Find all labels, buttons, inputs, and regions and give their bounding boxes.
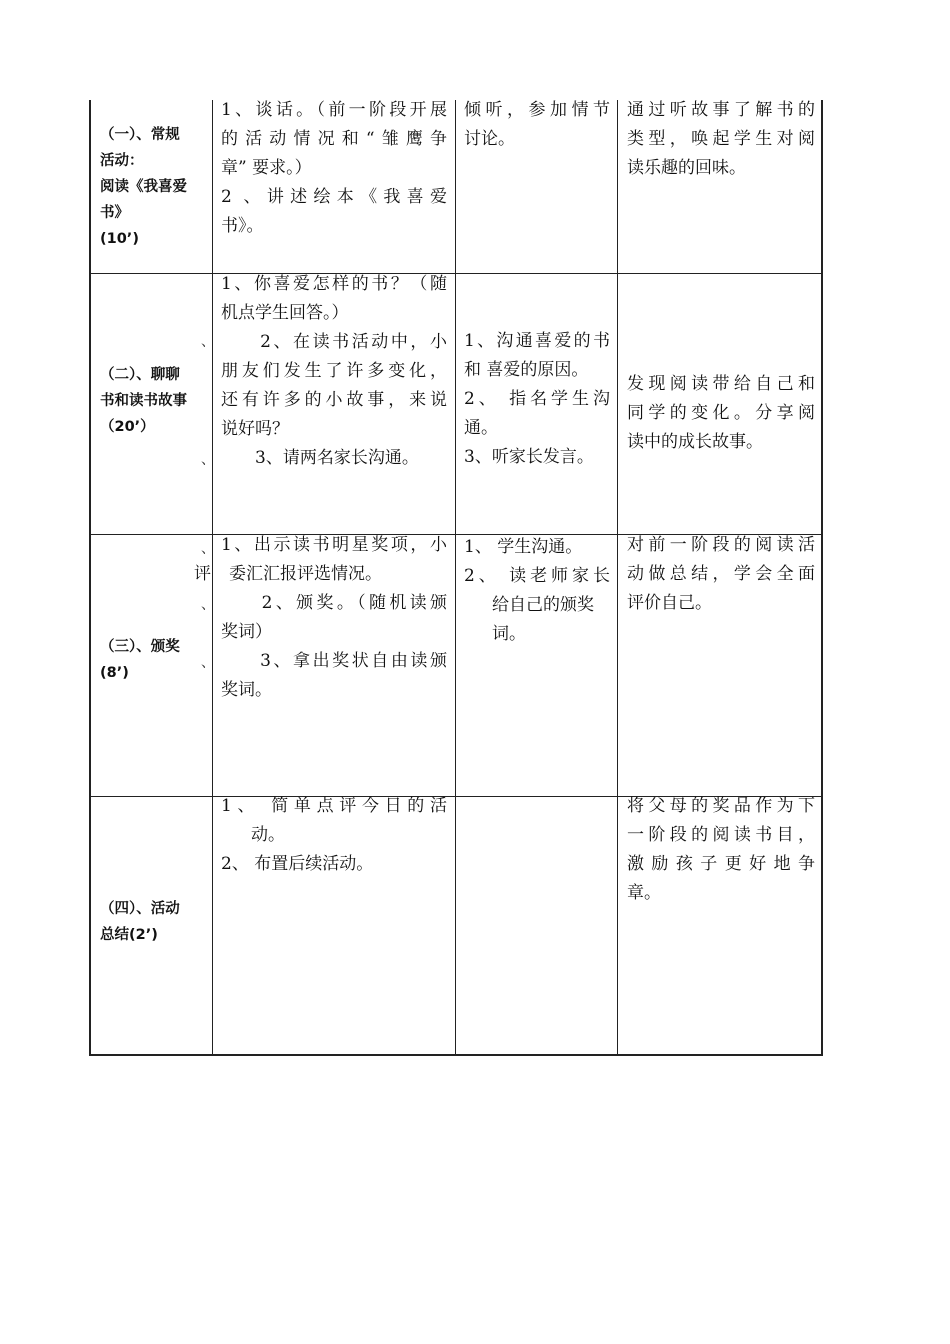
text-line: 2、在读书活动中，小 — [221, 332, 447, 352]
text-line: 3、听家长发言。 — [464, 447, 594, 467]
text-line: 说好吗？ — [221, 419, 289, 439]
text-line: 读乐趣的回味。 — [627, 158, 746, 178]
student-activity-cell — [464, 327, 610, 472]
text-line: 1、 简单点评今日的活 — [221, 796, 447, 816]
text-line: 3、拿出奖状自由读颁 — [221, 651, 447, 671]
stage-line: （四）、活动 — [100, 901, 180, 917]
tick-mark: 、 — [201, 334, 215, 350]
text-line: 1、 学生沟通。 — [464, 537, 583, 557]
text-line: 评价自己。 — [627, 593, 712, 613]
table-border-bottom — [89, 1054, 823, 1056]
stage-line: （二）、聊聊 — [100, 367, 180, 383]
text-line: 2、 指名学生沟 — [464, 389, 610, 409]
text-line: 2、颁奖。（随机读颁 — [221, 593, 447, 613]
stage-cell — [100, 122, 208, 252]
text-line: 词。 — [492, 624, 526, 644]
text-line: 2、 布置后续活动。 — [221, 854, 374, 874]
text-line: 奖词。 — [221, 680, 272, 700]
text-line: 还有许多的小故事，来说 — [221, 390, 447, 410]
text-line: 激励孩子更好地争 — [627, 854, 815, 874]
stage-line: 总结(2’) — [100, 927, 158, 943]
teacher-prefix-char: 评 — [194, 564, 211, 584]
text-line: 倾听，参加情节 — [464, 100, 610, 120]
text-line: 的活动情况和“雏鹰争 — [221, 129, 447, 149]
text-line: 3、请两名家长沟通。 — [221, 448, 419, 468]
stage-line: (10’) — [100, 231, 139, 247]
stage-line: 活动： — [100, 153, 144, 169]
table-border-left — [89, 100, 91, 1056]
text-line: 1、谈话。（前一阶段开展 — [221, 100, 447, 120]
text-line: 和 喜爱的原因。 — [464, 360, 589, 380]
stage-line: 阅读《我喜爱 — [100, 179, 187, 195]
tick-mark: 、 — [201, 597, 215, 613]
teacher-activity-cell — [221, 792, 447, 879]
text-line: 将父母的奖品作为下 — [627, 796, 815, 816]
text-line: 通。 — [464, 418, 498, 438]
stage-line: (8’) — [100, 665, 129, 681]
text-line: 1、你喜爱怎样的书？（随 — [221, 274, 447, 294]
text-line: 讨论。 — [464, 129, 515, 149]
stage-cell — [100, 896, 208, 948]
teacher-activity-cell — [221, 96, 447, 241]
text-line: 朋友们发生了许多变化， — [221, 361, 447, 381]
student-activity-cell — [464, 96, 610, 154]
text-line: 奖词） — [221, 622, 272, 642]
text-line: 通过听故事了解书的 — [627, 100, 815, 120]
text-line: 2 、讲述绘本《我喜爱 — [221, 187, 447, 207]
stage-line: （三）、颁奖 — [100, 639, 180, 655]
purpose-cell — [627, 531, 815, 618]
text-line: 2、 读老师家长 — [464, 566, 610, 586]
tick-mark: 、 — [201, 541, 215, 557]
text-line: 同学的变化。分享阅 — [627, 403, 815, 423]
purpose-cell — [627, 792, 815, 908]
stage-line: 书》 — [100, 205, 129, 221]
text-line: 读中的成长故事。 — [627, 432, 763, 452]
text-line: 书》。 — [221, 216, 264, 236]
tick-mark: 、 — [201, 655, 215, 671]
stage-cell — [100, 634, 208, 686]
stage-line: （20’） — [100, 419, 155, 435]
row-divider — [89, 273, 823, 274]
text-line: 1、沟通喜爱的书 — [464, 331, 610, 351]
text-line: 章” 要求。） — [221, 158, 312, 178]
text-line: 给自己的颁奖 — [492, 595, 594, 615]
text-line: 动。 — [251, 825, 285, 845]
tick-mark: 、 — [201, 452, 215, 468]
column-divider — [617, 100, 618, 1056]
student-activity-cell — [464, 533, 610, 649]
text-line: 一阶段的阅读书目， — [627, 825, 815, 845]
table-border-right — [821, 100, 823, 1056]
stage-line: （一）、常规 — [100, 127, 180, 143]
stage-line: 书和读书故事 — [100, 393, 187, 409]
column-divider — [455, 100, 456, 1056]
purpose-cell — [627, 370, 815, 457]
stage-cell — [100, 362, 208, 440]
text-line: 动做总结，学会全面 — [627, 564, 815, 584]
text-line: 对前一阶段的阅读活 — [627, 535, 815, 555]
purpose-cell — [627, 96, 815, 183]
text-line: 委汇汇报评选情况。 — [229, 564, 382, 584]
teacher-activity-cell — [221, 531, 447, 705]
text-line: 发现阅读带给自己和 — [627, 374, 815, 394]
text-line: 章。 — [627, 883, 661, 903]
column-divider — [212, 100, 213, 1056]
text-line: 类型，唤起学生对阅 — [627, 129, 815, 149]
teacher-activity-cell — [221, 270, 447, 473]
text-line: 机点学生回答。） — [221, 303, 349, 323]
text-line: 1、出示读书明星奖项，小 — [221, 535, 447, 555]
